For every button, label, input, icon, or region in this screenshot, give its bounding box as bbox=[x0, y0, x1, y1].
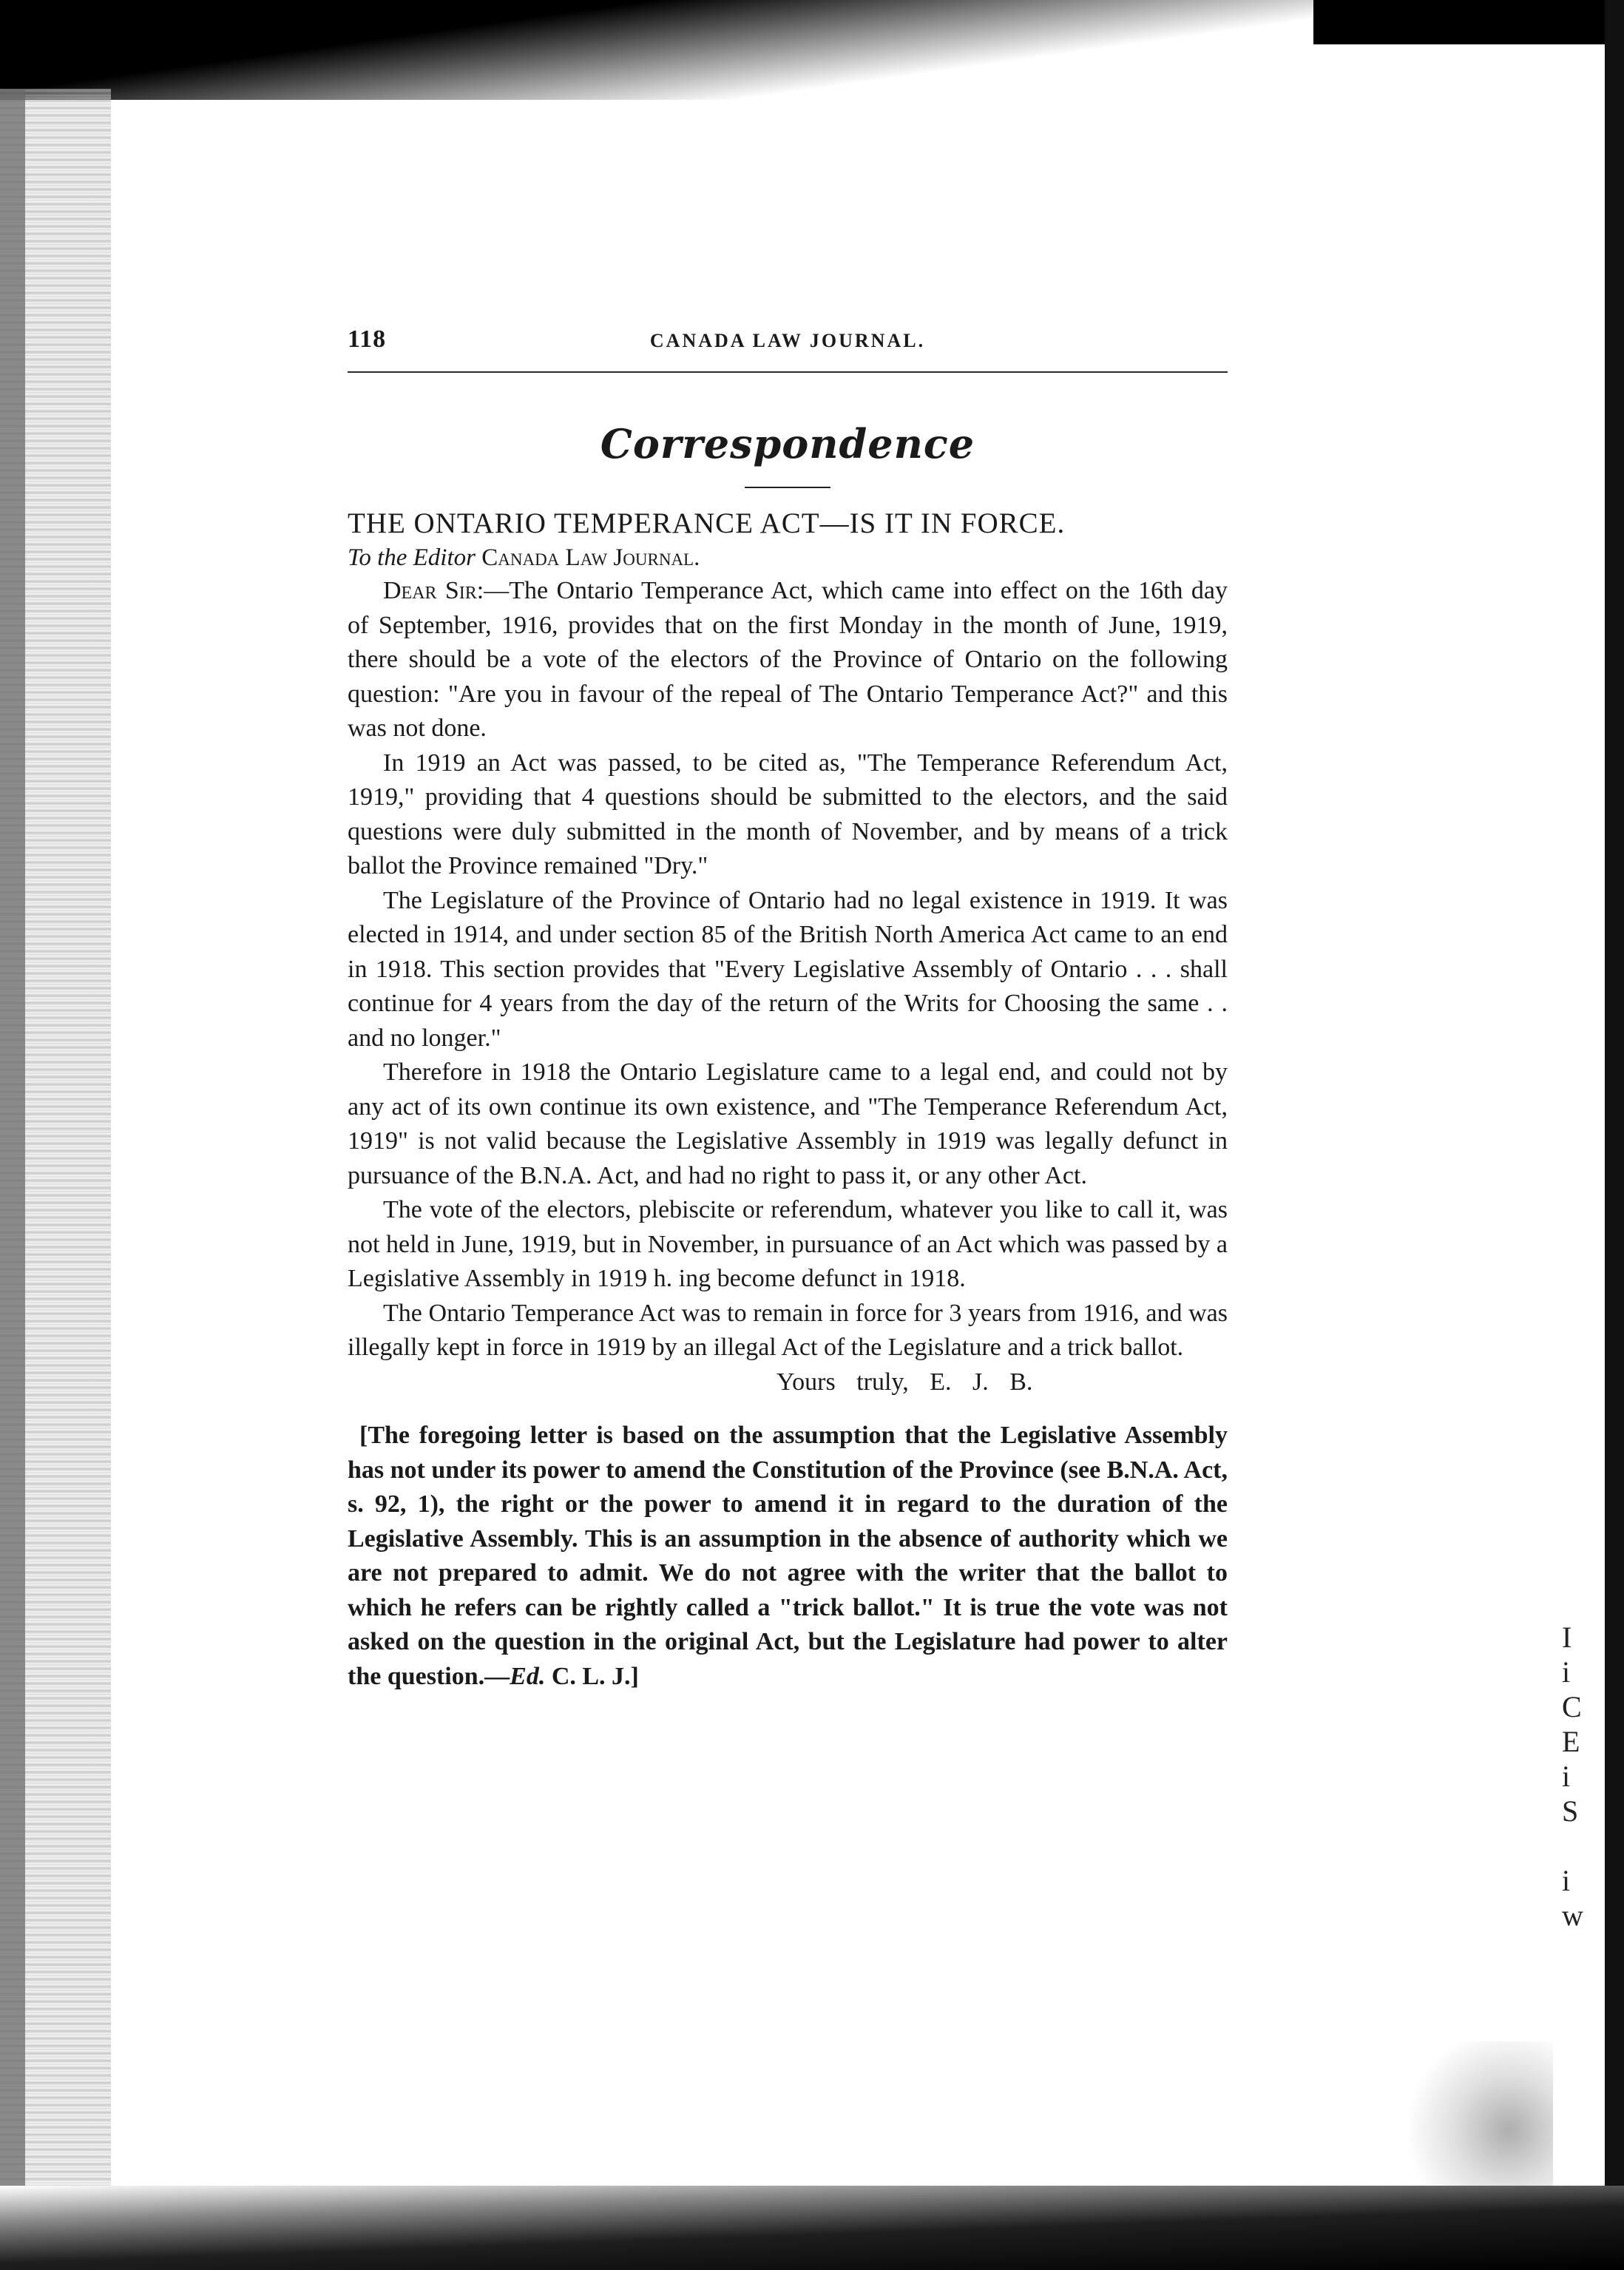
fragment-letter: C bbox=[1562, 1690, 1582, 1723]
addressee-line bbox=[348, 541, 1228, 574]
running-head bbox=[348, 325, 1228, 373]
scan-smudge bbox=[1405, 2041, 1553, 2189]
article-title: THE ONTARIO TEMPERANCE ACT—IS IT IN FORCE. bbox=[348, 507, 1066, 539]
fragment-letter: i bbox=[1562, 1864, 1571, 1897]
paragraph-text: —The Ontario Temperance Act, which came into effect on the 16th day of September, 1916, provides that on the first Monday in the month of June, 1919, there should be a vote of the electors of the Province of Ontario on the following question: "Are you in favour of the repeal of The Ontario Temperance Act?" and this was not done. bbox=[348, 577, 1228, 742]
salutation: Dear Sir: bbox=[383, 577, 484, 604]
page-number: 118 bbox=[348, 325, 387, 353]
fragment-letter: i bbox=[1562, 1760, 1571, 1793]
title-divider bbox=[745, 487, 830, 488]
editor-note bbox=[348, 1419, 1228, 1694]
letter-paragraph: In 1919 an Act was passed, to be cited as, "The Temperance Referendum Act, 1919," providing that 4 questions should be submitted to the electors, and the said questions were duly submitted in the month of November, and by means of a trick ballot the Province remained "Dry." bbox=[348, 749, 1228, 879]
fragment-letter bbox=[1562, 1828, 1591, 1863]
scan-edge-left bbox=[0, 89, 25, 2204]
fragment-letter: i bbox=[1562, 1655, 1571, 1689]
section-title: Correspondence bbox=[600, 420, 975, 467]
journal-page bbox=[348, 325, 1228, 1719]
addressee-prefix: To the Editor bbox=[348, 544, 476, 571]
fragment-letter: I bbox=[1562, 1621, 1572, 1654]
letter-signoff: Yours truly, E. J. B. bbox=[777, 1368, 1033, 1396]
journal-name: CANADA LAW JOURNAL. bbox=[649, 330, 926, 351]
fragment-letter: w bbox=[1562, 1899, 1583, 1932]
letter-paragraph: Therefore in 1918 the Ontario Legislature came to a legal end, and could not by any act of its own continue its own existence, and "The Temperance Referendum Act, 1919" is not valid because the Legislative Assembly in 1919 was legally defunct in pursuance of the B.N.A. Act, and had no right to pass it, or any other Act. bbox=[348, 1058, 1228, 1189]
addressee-name: Canada Law Journal. bbox=[481, 544, 700, 571]
editor-signature-tail: C. L. J.] bbox=[545, 1662, 639, 1690]
letter-paragraph: The vote of the electors, plebiscite or referendum, whatever you like to call it, was not held in June, 1919, but in November, in pursuance of an Act which was passed by a Legislative Assembly in 1919 h. ing become defunct in 1918. bbox=[348, 1196, 1228, 1292]
editor-note-text: [The foregoing letter is based on the assumption that the Legislative Assembly has not under its power to amend the Constitution of the Province (see B.N.A. Act, s. 92, 1), the right or the power to amend it in regard to the duration of the Legislative Assembly. This is an assumption in the absence of authority which we are not prepared to admit. We do not agree with the writer that the ballot to which he refers can be rightly called a "trick ballot." It is true the vote was not asked on the question in the original Act, but the Legislature had power to alter the question.— bbox=[348, 1422, 1228, 1690]
facing-page-fragments bbox=[1562, 1620, 1591, 1933]
scan-shadow-bottom bbox=[0, 2186, 1624, 2270]
letter-paragraph: The Ontario Temperance Act was to remain in force for 3 years from 1916, and was illegally kept in force in 1919 by an illegal Act of the Legislature and a trick ballot. bbox=[348, 1299, 1228, 1361]
fragment-letter: S bbox=[1562, 1794, 1579, 1828]
editor-signature: Ed. bbox=[510, 1662, 546, 1690]
fragment-letter: E bbox=[1562, 1725, 1580, 1758]
letter-paragraph: The Legislature of the Province of Ontario had no legal existence in 1919. It was elected in 1914, and under section 85 of the British North America Act came to an end in 1918. This section provides that "Every Legislative Assembly of Ontario . . . shall continue for 4 years from the day of the return of the Writs for Choosing the same . . and no longer." bbox=[348, 886, 1228, 1052]
letter-paragraph bbox=[348, 574, 1228, 746]
scan-shadow-top-right bbox=[1313, 0, 1624, 44]
scan-edge-right bbox=[1605, 0, 1624, 2270]
